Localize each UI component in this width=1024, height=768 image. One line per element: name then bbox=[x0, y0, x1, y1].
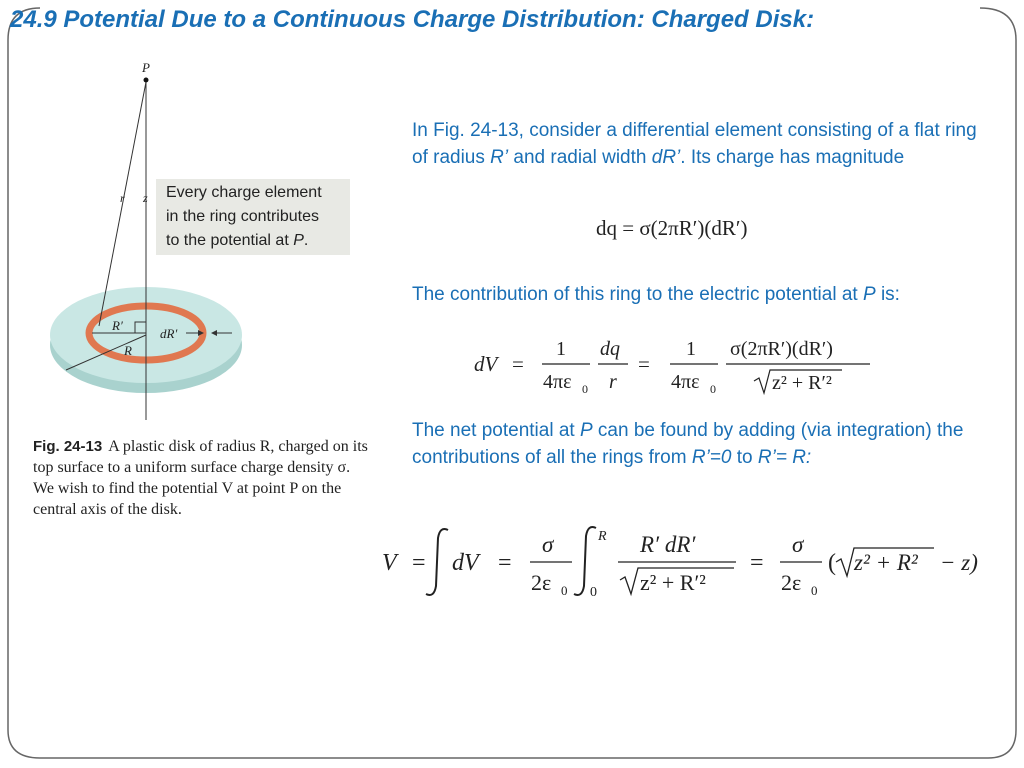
p3-text-c: can be found by adding (via integration) the contributions of all the rings from bbox=[412, 420, 964, 468]
p1-dr-prime: dR’ bbox=[651, 147, 681, 168]
v-den-1: 2ε bbox=[531, 570, 552, 595]
v-int-dv: dV bbox=[452, 550, 479, 576]
p2-text-c: is: bbox=[875, 284, 900, 305]
v-sigma-1: σ bbox=[542, 532, 554, 557]
slide-title: 24.9 Potential Due to a Continuous Charge Distribution: Charged Disk: bbox=[10, 6, 815, 33]
p3-text-a: The net potential at bbox=[412, 420, 580, 441]
p3-lower-limit: R’=0 bbox=[691, 447, 732, 468]
p3-upper-limit: R’= R: bbox=[757, 447, 812, 468]
callout-period: . bbox=[303, 232, 309, 249]
v-eq-2: = bbox=[498, 550, 512, 576]
integral-sign-1 bbox=[426, 529, 448, 595]
v-lhs: V bbox=[382, 550, 397, 576]
caption-text: A plastic disk of radius R, charged on its top surface to a uniform surface charge density σ. We wish to find the potential V at point P on the central axis of the disk. bbox=[33, 438, 368, 518]
v-den-2-sub: 0 bbox=[811, 583, 818, 598]
dv-eq-1: = bbox=[512, 352, 524, 376]
caption-label: Fig. 24-13 bbox=[33, 438, 103, 455]
callout-line-3: to the potential at bbox=[166, 232, 294, 249]
v-lower-limit: 0 bbox=[590, 585, 597, 600]
dv-den-2: 4πε bbox=[671, 371, 700, 393]
p1-r-prime: R’ bbox=[490, 147, 509, 168]
v-den-1-sub: 0 bbox=[561, 583, 568, 598]
p2-point: P bbox=[862, 284, 876, 305]
v-eq-1: = bbox=[412, 550, 426, 576]
paragraph-net-potential bbox=[412, 417, 1002, 471]
figure-callout bbox=[156, 179, 350, 255]
p3-point: P bbox=[579, 420, 593, 441]
callout-point: P bbox=[293, 232, 304, 249]
p1-text-a: In Fig. 24-13, consider a differential element consisting of a flat ring of radius bbox=[412, 120, 977, 168]
v-den-2: 2ε bbox=[781, 570, 802, 595]
z-label: z bbox=[143, 191, 148, 205]
dv-one-1: 1 bbox=[556, 338, 566, 360]
equation-V bbox=[378, 518, 1018, 608]
p3-text-e: to bbox=[731, 447, 758, 468]
point-p-label: P bbox=[142, 60, 150, 75]
equation-dq: dq = σ(2πR′)(dR′) bbox=[596, 216, 748, 240]
v-eq-3: = bbox=[750, 550, 764, 576]
v-upper-limit: R bbox=[598, 529, 607, 544]
paragraph-ring-contribution bbox=[412, 281, 1012, 308]
equation-dV bbox=[470, 333, 890, 403]
p1-text-c: and radial width bbox=[508, 147, 652, 168]
v-paren-inner: z² + R² bbox=[854, 550, 918, 575]
p1-text-e: . Its charge has magnitude bbox=[680, 147, 905, 168]
dv-one-2: 1 bbox=[686, 338, 696, 360]
dv-sub-1: 0 bbox=[582, 382, 588, 396]
dv-dq: dq bbox=[600, 338, 620, 360]
point-p bbox=[144, 78, 149, 83]
v-sigma-2: σ bbox=[792, 532, 804, 557]
callout-line-2: in the ring contributes bbox=[166, 208, 319, 225]
v-open-paren: ( bbox=[828, 550, 836, 576]
dv-numerator: σ(2πR′)(dR′) bbox=[730, 338, 833, 360]
disk-radius-label: R bbox=[124, 343, 132, 358]
dv-lhs: dV bbox=[474, 352, 498, 376]
r-label: r bbox=[120, 191, 125, 205]
dv-r: r bbox=[609, 371, 617, 393]
dv-eq-2: = bbox=[638, 352, 650, 376]
figure-caption bbox=[33, 436, 373, 520]
dv-den-1: 4πε bbox=[543, 371, 572, 393]
paragraph-differential-ring bbox=[412, 117, 997, 171]
v-int-numerator: R′ dR′ bbox=[640, 532, 696, 557]
callout-line-1: Every charge element bbox=[166, 184, 322, 201]
p2-text-a: The contribution of this ring to the electric potential at bbox=[412, 284, 863, 305]
v-minus-z: − z) bbox=[940, 550, 978, 575]
ring-width-label: dR′ bbox=[160, 326, 178, 341]
dv-sub-2: 0 bbox=[710, 382, 716, 396]
dv-denominator: z² + R′² bbox=[772, 372, 832, 394]
ring-radius-label: R′ bbox=[112, 318, 123, 333]
v-int-denominator: z² + R′² bbox=[640, 570, 706, 595]
